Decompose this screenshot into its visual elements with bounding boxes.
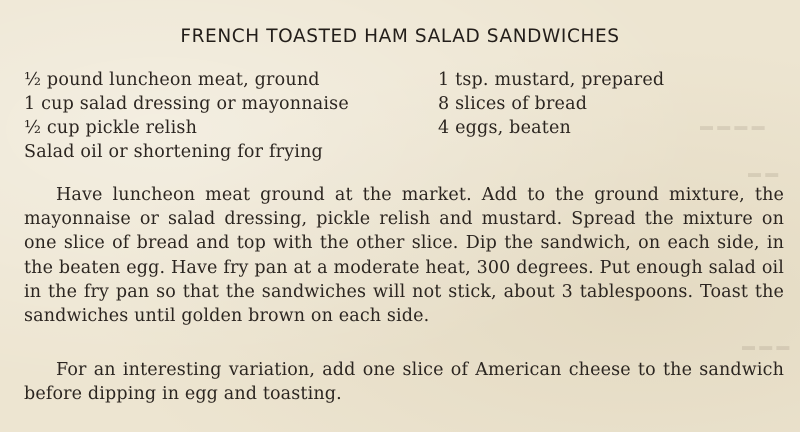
ingredient-item: 1 tsp. mustard, prepared <box>438 70 665 90</box>
bleed-through-mark: ▬ ▬ <box>748 165 779 180</box>
ingredient-item: 8 slices of bread <box>438 94 588 114</box>
recipe-title: FRENCH TOASTED HAM SALAD SANDWICHES <box>180 26 620 47</box>
ingredient-item: ½ pound luncheon meat, ground <box>24 70 320 90</box>
ingredient-item: 4 eggs, beaten <box>438 118 572 138</box>
ingredient-item: ½ cup pickle relish <box>24 118 198 138</box>
bleed-through-mark: ▬ ▬ ▬ <box>742 338 790 353</box>
instructions-paragraph: Have luncheon meat ground at the market. Add to the ground mixture, the mayonnaise or salad dressing, pickle relish and mustard. Spread the mixture on one slice of bread and top with the other slice. Dip the sandwich, on each side, in the beaten egg. Have fry pan at a moderate heat, 300 degrees. Put enough salad oil in the fry pan so that the sandwiches will not stick, about 3 tablespoons. Toast the sandwiches until golden brown on each side. <box>24 185 784 327</box>
ingredient-item: Salad oil or shortening for frying <box>24 142 323 162</box>
ingredient-item: 1 cup salad dressing or mayonnaise <box>24 94 349 114</box>
bleed-through-mark: ▬ ▬ ▬ ▬ <box>700 118 765 133</box>
variation-paragraph: For an interesting variation, add one slice of American cheese to the sandwich before dipping in egg and toasting. <box>24 360 784 405</box>
